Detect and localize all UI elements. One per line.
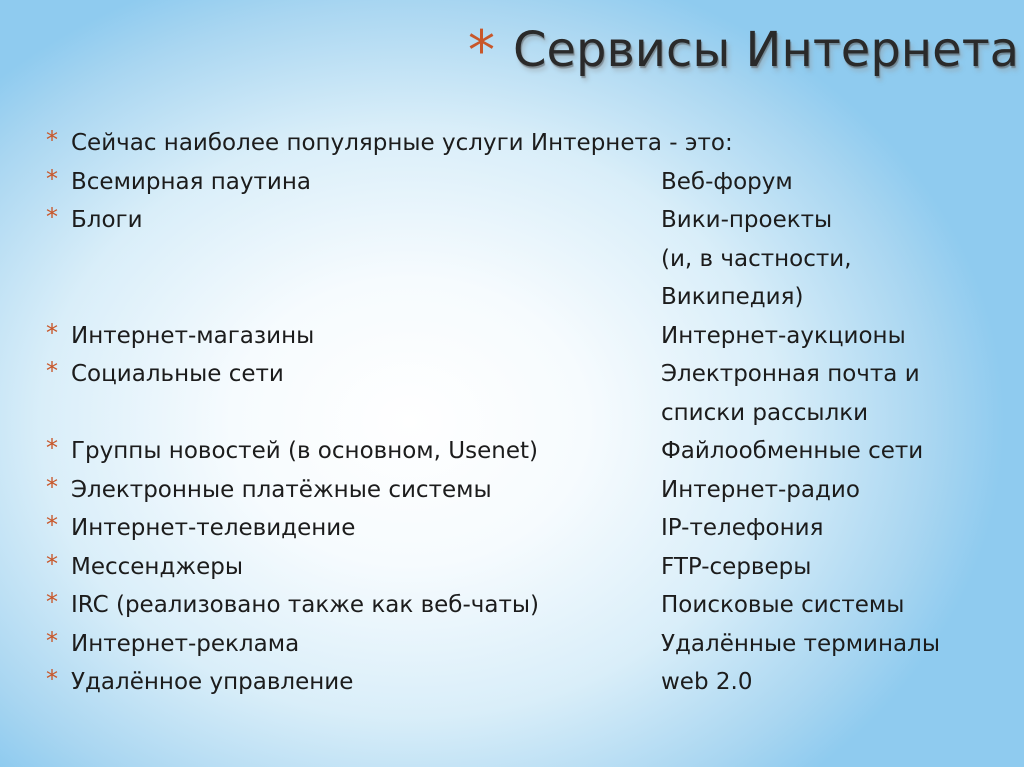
service-left: Интернет-магазины [71,322,315,349]
service-right: Интернет-аукционы [661,322,906,349]
list-item [46,548,1006,587]
list-item [46,394,1006,433]
service-left: Электронные платёжные системы [71,476,492,503]
bullet-asterisk-icon: * [46,472,58,501]
list-item [46,432,1006,471]
intro-text: Сейчас наиболее популярные услуги Интернета - это: [71,130,733,156]
bullet-asterisk-icon: * [46,434,58,462]
bullet-asterisk-icon: * [46,626,58,655]
bullet-asterisk-icon: * [46,549,58,578]
service-right: Удалённые терминалы [661,630,940,657]
list-item [46,317,1006,356]
service-left: Социальные сети [71,361,284,387]
service-right: Веб-форум [661,168,793,195]
list-item [46,355,1006,394]
service-left: Интернет-реклама [71,630,300,657]
list-item [46,240,1006,279]
service-right: Поисковые системы [661,592,905,618]
list-item [46,625,1006,664]
list-item [46,663,1006,702]
service-left: IRC (реализовано также как веб-чаты) [71,592,539,618]
service-right: Вики-проекты [661,207,833,233]
bullet-asterisk-icon: * [46,357,58,385]
service-right: web 2.0 [661,669,753,695]
service-left: Группы новостей (в основном, Usenet) [71,438,538,464]
bullet-asterisk-icon: * [46,203,58,231]
list-item [46,509,1006,548]
list-item [46,278,1006,317]
service-left: Мессенджеры [71,553,244,580]
slide-title [468,19,1020,102]
bullet-asterisk-icon: * [46,318,58,347]
bullet-asterisk-icon: * [46,164,58,193]
service-right: Википедия) [661,284,804,310]
service-left: Интернет-телевидение [71,515,356,541]
service-right: Электронная почта и [661,361,920,387]
service-right: FTP-серверы [661,553,812,580]
services-list [46,124,1006,702]
service-left: Удалённое управление [71,669,354,695]
list-item [46,586,1006,625]
bullet-asterisk-icon: * [46,511,58,539]
service-right: (и, в частности, [661,245,852,272]
bullet-asterisk-icon: * [46,665,58,693]
list-item [46,471,1006,510]
title-asterisk-icon: * [468,19,495,82]
service-left: Всемирная паутина [71,168,311,195]
service-right: списки рассылки [661,399,869,426]
rows-container [46,163,1006,702]
bullet-asterisk-icon: * [46,126,58,154]
slide-title-text: Сервисы Интернета [513,22,1020,78]
service-right: IP-телефония [661,515,824,541]
bullet-asterisk-icon: * [46,588,58,616]
service-left: Блоги [71,207,143,233]
list-item [46,201,1006,240]
service-right: Интернет-радио [661,476,860,503]
intro-row [46,124,1006,163]
list-item [46,163,1006,202]
service-right: Файлообменные сети [661,438,924,464]
